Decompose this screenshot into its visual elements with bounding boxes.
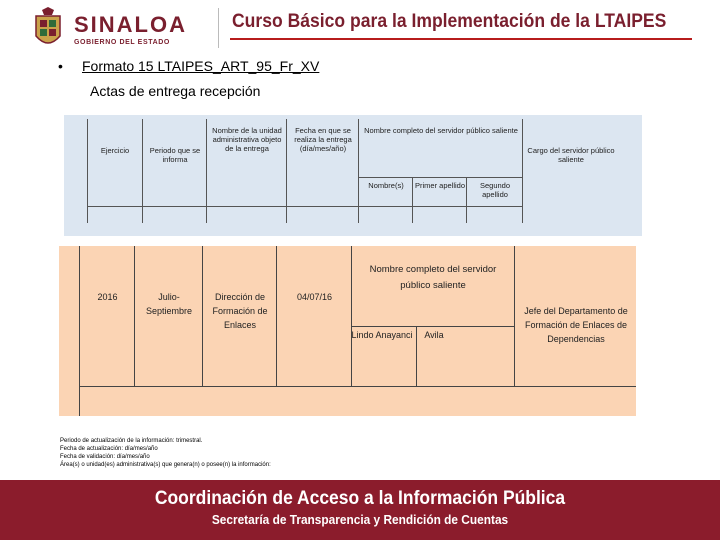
note-periodo: Periodo de actualización de la información: trimestral. [60, 438, 203, 444]
brand-name: SINALOA [74, 12, 187, 37]
ej-servidor: Nombre completo del servidor público saliente [369, 264, 497, 291]
col-servidor: Nombre completo del servidor público saliente [364, 126, 518, 135]
ej-periodo: Julio-Septiembre [145, 292, 193, 316]
page-title: Curso Básico para la Implementación de la LTAIPES [232, 10, 667, 32]
footer-title: Coordinación de Acceso a la Información Pública [154, 488, 566, 509]
bullet-marker: • [58, 58, 63, 74]
footer-banner [0, 480, 720, 540]
template-table [64, 115, 642, 236]
ej-unidad: Dirección de Formación de Enlaces [212, 292, 268, 330]
ej-ejercicio: 2016 [97, 292, 118, 302]
ej-nombre: Lindo Anayanci [351, 330, 413, 340]
title-underline [230, 38, 692, 40]
col-segundo-apellido: Segundo apellido [479, 181, 511, 199]
col-fecha: Fecha en que se realiza la entrega (día/mes/año) [294, 126, 352, 153]
col-unidad: Nombre de la unidad administrativa objeto de la entrega [212, 126, 282, 153]
format-name: Formato 15 LTAIPES_ART_95_Fr_XV [82, 58, 320, 74]
col-cargo: Cargo del servidor público saliente [527, 146, 615, 164]
note-area: Área(s) o unidad(es) administrativa(s) que genera(n) o posee(n) la información: [60, 462, 271, 468]
example-table [59, 246, 636, 416]
sinaloa-logo [30, 6, 187, 50]
note-actualizacion: Fecha de actualización: día/mes/año [60, 446, 158, 452]
col-nombres: Nombre(s) [368, 181, 404, 190]
ej-fecha: 04/07/16 [296, 292, 333, 302]
note-validacion: Fecha de validación: día/mes/año [60, 454, 150, 460]
state-seal-icon [32, 6, 64, 50]
col-periodo: Periodo que se informa [149, 146, 201, 164]
format-subtitle: Actas de entrega recepción [90, 83, 261, 99]
col-ejercicio: Ejercicio [100, 146, 130, 155]
notes [60, 437, 271, 469]
header-divider [218, 8, 219, 48]
col-primer-apellido: Primer apellido [414, 181, 466, 190]
ej-apellido: Avila [424, 330, 444, 340]
footer-subtitle: Secretaría de Transparencia y Rendición de Cuentas [211, 513, 509, 527]
ej-cargo: Jefe del Departamento de Formación de Enlaces de Dependencias [524, 306, 628, 344]
brand-subtitle: GOBIERNO DEL ESTADO [74, 39, 170, 46]
